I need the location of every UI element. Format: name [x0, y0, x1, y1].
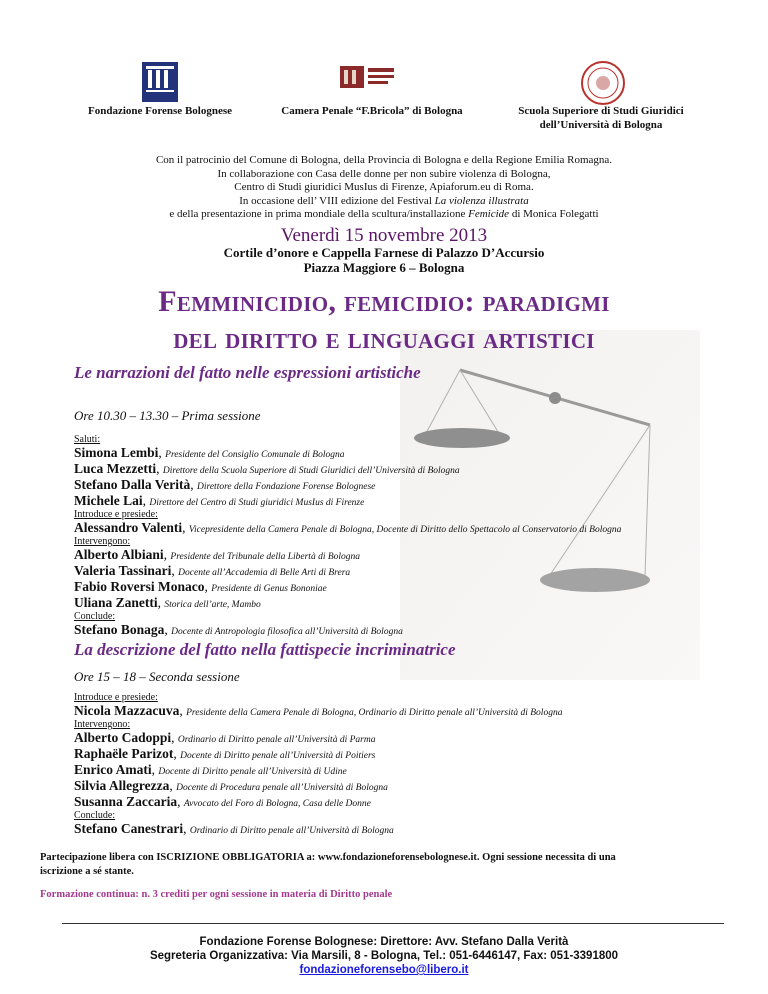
registration-note: Partecipazione libera con ISCRIZIONE OBBLIGATORIA a: www.fondazioneforensebolognese.it. Ogni sessione necessita di una iscrizione a sé stante.: [40, 852, 616, 877]
saluti-label: Saluti:: [74, 434, 101, 445]
session2-subtitle: La descrizione del fatto nella fattispecie incriminatrice: [74, 640, 456, 659]
speaker-line: Michele Lai, Direttore del Centro di Studi giuridici MusIus di Firenze: [74, 493, 365, 508]
speaker-line: Luca Mezzetti, Direttore della Scuola Superiore di Studi Giuridici dell’Università di Bologna: [74, 461, 460, 476]
session2-time: Ore 15 – 18 – Seconda sessione: [74, 669, 240, 684]
session1-subtitle: Le narrazioni del fatto nelle espressioni artistiche: [74, 363, 421, 382]
speaker-line: Uliana Zanetti, Storica dell’arte, Mambo: [74, 595, 261, 610]
main-title-line1: Femminicidio, femicidio: paradigmi: [158, 285, 610, 318]
camera-penale-logo: [338, 62, 398, 94]
logo-caption-fondazione: Fondazione Forense Bolognese: [87, 105, 232, 117]
footer-email-link[interactable]: fondazioneforensebo@libero.it: [299, 964, 469, 976]
main-title-line2: del diritto e linguaggi artistici: [173, 322, 595, 355]
concl-label: Conclude:: [74, 810, 116, 821]
speaker-line: Enrico Amati, Docente di Diritto penale all’Università di Udine: [74, 762, 347, 777]
speakers-label: Intervengono:: [74, 536, 131, 547]
credits-note: Formazione continua: n. 3 crediti per ogni sessione in materia di Diritto penale: [40, 889, 393, 900]
footer: Fondazione Forense Bolognese: Direttore: Avv. Stefano Dalla Verità Segreteria Organizzativa: Via Marsili, 8 - Bologna, Tel.: 051-6446147, Fax: 051-3391800 fondazioneforensebo@libero.it: [149, 936, 619, 976]
speaker-line: Simona Lembi, Presidente del Consiglio Comunale di Bologna: [74, 445, 345, 460]
event-venue: Cortile d’onore e Cappella Farnese di Palazzo D’Accursio Piazza Maggiore 6 – Bologna: [223, 245, 545, 275]
speaker-line: Alberto Albiani, Presidente del Tribunale della Libertà di Bologna: [74, 547, 361, 562]
chair-label: Introduce e presiede:: [74, 692, 158, 703]
speaker-line: Valeria Tassinari, Docente all’Accademia di Belle Arti di Brera: [74, 563, 351, 578]
logo-caption-scuola: Scuola Superiore di Studi Giuridici dell’Università di Bologna: [518, 105, 684, 131]
speaker-line: Susanna Zaccaria, Avvocato del Foro di Bologna, Casa delle Donne: [74, 794, 371, 809]
concl-label: Conclude:: [74, 611, 116, 622]
fondazione-forense-logo: [142, 62, 178, 102]
speaker-line: Stefano Canestrari, Ordinario di Diritto penale all’Università di Bologna: [74, 821, 394, 836]
speaker-line: Raphaële Parizot, Docente di Diritto penale all’Università di Poitiers: [74, 746, 376, 761]
speaker-line: Fabio Roversi Monaco, Presidente di Genus Bononiae: [74, 579, 327, 594]
logo-caption-camera-penale: Camera Penale “F.Bricola” di Bologna: [281, 105, 463, 117]
speaker-line: Alessandro Valenti, Vicepresidente della Camera Penale di Bologna, Docente di Diritto dello Spettacolo al Conservatorio di Bologna: [74, 520, 622, 535]
university-seal: [580, 60, 626, 106]
footer-divider: [62, 923, 724, 924]
speaker-line: Nicola Mazzacuva, Presidente della Camera Penale di Bologna, Ordinario di Diritto penale all’Università di Bologna: [74, 703, 563, 718]
speaker-line: Alberto Cadoppi, Ordinario di Diritto penale all’Università di Parma: [74, 730, 376, 745]
session1-program: [74, 434, 621, 638]
intro-text: Con il patrocinio del Comune di Bologna, della Provincia di Bologna e della Regione Emilia Romagna. In collaborazione con Casa delle donne per non subire violenza di Bologna, Centro di Studi giuridici MusIus di Firenze, Apiaforum.eu di Roma. In occasione dell’ VIII edizione del Festival La violenza illustrata e della presentazione in prima mondiale della scultura/installazione Femicide di Monica Folegatti: [155, 154, 613, 220]
session2-program: [74, 692, 562, 837]
speaker-line: Silvia Allegrezza, Docente di Procedura penale all’Università di Bologna: [74, 778, 388, 793]
speakers-label: Intervengono:: [74, 719, 131, 730]
speaker-line: Stefano Bonaga, Docente di Antropologia filosofica all’Università di Bologna: [74, 622, 403, 637]
speaker-line: Stefano Dalla Verità, Direttore della Fondazione Forense Bolognese: [74, 477, 376, 492]
session1-time: Ore 10.30 – 13.30 – Prima sessione: [74, 408, 261, 423]
event-date: Venerdì 15 novembre 2013: [280, 225, 488, 246]
chair-label: Introduce e presiede:: [74, 509, 158, 520]
